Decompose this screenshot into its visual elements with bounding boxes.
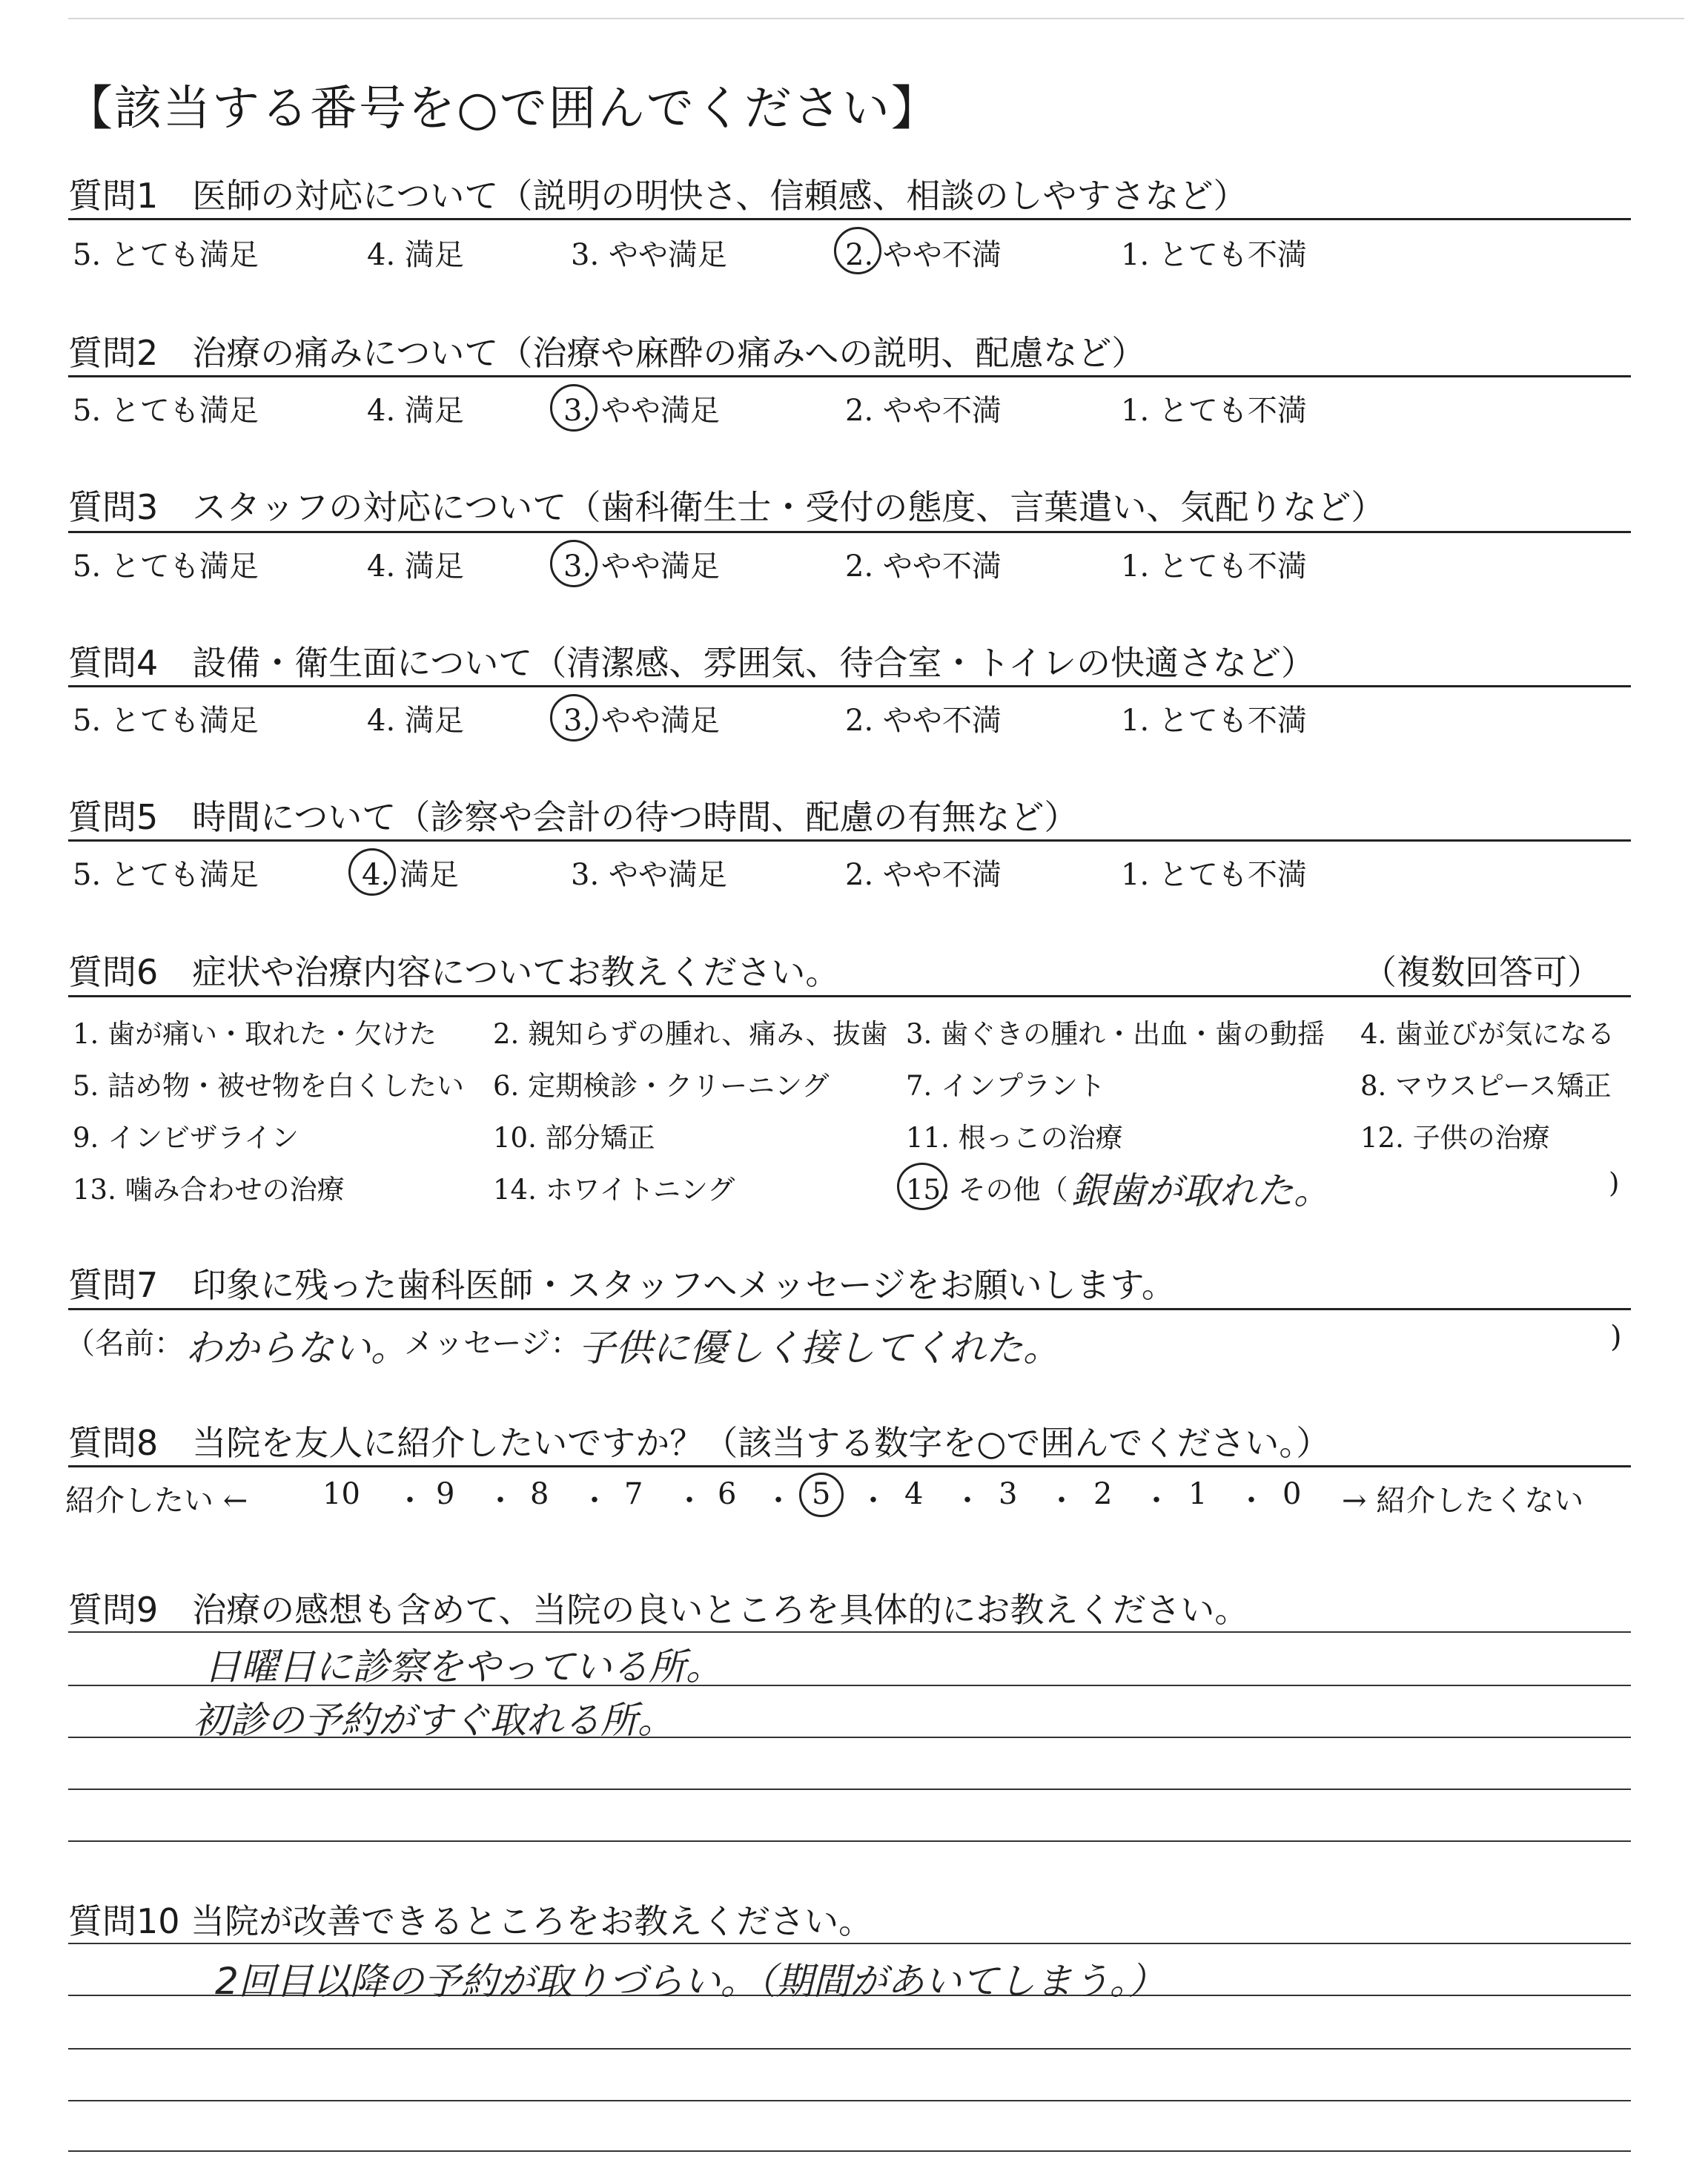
q10-answer-line-1[interactable]: 2回目以降の予約が取りづらい。（期間があいてしまう。） — [215, 1960, 1165, 2003]
q10-writing-line — [68, 2150, 1631, 2152]
q8-separator: ・ — [675, 1484, 704, 1518]
q3-option-2[interactable]: 2. やや不満 — [845, 549, 1002, 584]
question-2-label: 質問2 治療の痛みについて（治療や麻酔の痛みへの説明、配慮など） — [68, 333, 1146, 373]
q9-writing-line — [68, 1631, 1631, 1633]
q6-option-1[interactable]: 1. 歯が痛い・取れた・欠けた — [73, 1018, 437, 1050]
question-10-label: 質問10 当院が改善できるところをお教えください。 — [68, 1901, 873, 1941]
q8-scale-9[interactable]: 9 — [436, 1477, 455, 1511]
q6-other-close: ) — [1609, 1167, 1620, 1199]
q6-option-10[interactable]: 10. 部分矯正 — [493, 1122, 655, 1154]
q8-scale-4[interactable]: 4 — [904, 1477, 924, 1511]
q3-selection-circle — [550, 540, 598, 587]
q3-option-4[interactable]: 4. 満足 — [367, 549, 464, 584]
q4-option-5[interactable]: 5. とても満足 — [73, 704, 259, 738]
q2-option-5[interactable]: 5. とても満足 — [73, 394, 259, 428]
q10-writing-line — [68, 2100, 1631, 2101]
q8-separator: ・ — [1047, 1484, 1076, 1518]
q6-option-15[interactable]: 15. その他（ — [906, 1174, 1068, 1206]
question-5-rule — [68, 839, 1631, 842]
q5-option-5[interactable]: 5. とても満足 — [73, 858, 259, 892]
q3-option-5[interactable]: 5. とても満足 — [73, 549, 259, 584]
q6-option-3[interactable]: 3. 歯ぐきの腫れ・出血・歯の動揺 — [906, 1018, 1325, 1050]
q8-separator: ・ — [858, 1484, 888, 1518]
question-9-label: 質問9 治療の感想も含めて、当院の良いところを具体的にお教えください。 — [68, 1590, 1249, 1630]
q1-option-5[interactable]: 5. とても満足 — [73, 238, 259, 272]
q2-selection-circle — [550, 384, 598, 432]
q6-option-8[interactable]: 8. マウスピース矯正 — [1360, 1070, 1612, 1102]
q8-scale-1[interactable]: 1 — [1188, 1477, 1208, 1511]
q8-separator: ・ — [486, 1484, 515, 1518]
q9-writing-line — [68, 1789, 1631, 1790]
q5-option-3[interactable]: 3. やや満足 — [571, 858, 727, 892]
q4-option-3[interactable]: 3. やや満足 — [563, 704, 720, 738]
q8-separator: ・ — [580, 1484, 609, 1518]
q7-name-value[interactable]: わからない。 — [185, 1327, 408, 1370]
q8-scale-2[interactable]: 2 — [1093, 1477, 1113, 1511]
question-7-rule — [68, 1308, 1631, 1310]
q6-selection-circle — [897, 1163, 947, 1210]
q8-separator: ・ — [395, 1484, 425, 1518]
question-6-label: 質問6 症状や治療内容についてお教えください。 — [68, 952, 840, 992]
q1-option-1[interactable]: 1. とても不満 — [1121, 238, 1307, 272]
q1-option-2[interactable]: 2. やや不満 — [845, 238, 1002, 272]
q8-selection-circle — [799, 1473, 844, 1517]
q10-writing-line — [68, 2048, 1631, 2050]
q8-scale-3[interactable]: 3 — [999, 1477, 1018, 1511]
question-3-label: 質問3 スタッフの対応について（歯科衛生士・受付の態度、言葉遣い、気配りなど） — [68, 487, 1386, 527]
question-8-label: 質問8 当院を友人に紹介したいですか？（該当する数字を○で囲んでください。） — [68, 1423, 1331, 1463]
q7-message-value[interactable]: 子供に優しく接してくれた。 — [578, 1327, 1060, 1370]
q9-answer-line-1[interactable]: 日曜日に診察をやっている所。 — [204, 1645, 723, 1688]
q5-option-4[interactable]: 4. 満足 — [362, 858, 459, 892]
page-title: 【該当する番号を○で囲んでください】 — [65, 82, 940, 136]
question-6-rule — [68, 995, 1631, 997]
q6-option-2[interactable]: 2. 親知らずの腫れ、痛み、抜歯 — [493, 1018, 888, 1050]
q8-scale-left-label: 紹介したい ← — [65, 1484, 248, 1518]
question-1-rule — [68, 218, 1631, 220]
q7-message-label: メッセージ： — [404, 1327, 580, 1361]
question-5-label: 質問5 時間について（診察や会計の待つ時間、配慮の有無など） — [68, 797, 1079, 837]
q6-option-11[interactable]: 11. 根っこの治療 — [906, 1122, 1123, 1154]
q2-option-2[interactable]: 2. やや不満 — [845, 394, 1002, 428]
q8-separator: ・ — [764, 1484, 793, 1518]
question-8-rule — [68, 1465, 1631, 1467]
question-3-rule — [68, 531, 1631, 533]
q8-scale-6[interactable]: 6 — [718, 1477, 737, 1511]
question-7-label: 質問7 印象に残った歯科医師・スタッフへメッセージをお願いします。 — [68, 1265, 1176, 1305]
q7-name-label: （名前： — [65, 1327, 184, 1361]
question-2-rule — [68, 375, 1631, 377]
q8-separator: ・ — [953, 1484, 982, 1518]
q2-option-1[interactable]: 1. とても不満 — [1121, 394, 1307, 428]
q4-option-2[interactable]: 2. やや不満 — [845, 704, 1002, 738]
q9-answer-line-2[interactable]: 初診の予約がすぐ取れる所。 — [193, 1699, 675, 1742]
q2-option-4[interactable]: 4. 満足 — [367, 394, 464, 428]
q6-option-13[interactable]: 13. 噛み合わせの治療 — [73, 1174, 345, 1206]
q2-option-3[interactable]: 3. やや満足 — [563, 394, 720, 428]
q8-scale-0[interactable]: 0 — [1282, 1477, 1302, 1511]
question-1-label: 質問1 医師の対応について（説明の明快さ、信頼感、相談のしやすさなど） — [68, 176, 1248, 216]
top-border — [68, 18, 1684, 19]
question-6-note: （複数回答可） — [1363, 952, 1601, 992]
q8-scale-10[interactable]: 10 — [322, 1477, 360, 1511]
q4-option-4[interactable]: 4. 満足 — [367, 704, 464, 738]
q6-option-4[interactable]: 4. 歯並びが気になる — [1360, 1018, 1615, 1050]
q6-other-answer[interactable]: 銀歯が取れた。 — [1071, 1169, 1331, 1212]
q5-selection-circle — [348, 848, 396, 896]
q3-option-3[interactable]: 3. やや満足 — [563, 549, 720, 584]
q6-option-12[interactable]: 12. 子供の治療 — [1360, 1122, 1550, 1154]
q10-writing-line — [68, 1943, 1631, 1944]
q8-scale-7[interactable]: 7 — [624, 1477, 643, 1511]
question-4-label: 質問4 設備・衛生面について（清潔感、雰囲気、待合室・トイレの快適さなど） — [68, 643, 1316, 683]
q1-selection-circle — [834, 227, 881, 274]
q4-selection-circle — [550, 694, 598, 742]
q6-option-14[interactable]: 14. ホワイトニング — [493, 1174, 735, 1206]
q6-option-6[interactable]: 6. 定期検診・クリーニング — [493, 1070, 830, 1102]
question-4-rule — [68, 685, 1631, 687]
q1-option-4[interactable]: 4. 満足 — [367, 238, 464, 272]
q8-scale-8[interactable]: 8 — [530, 1477, 549, 1511]
q9-writing-line — [68, 1840, 1631, 1842]
q4-option-1[interactable]: 1. とても不満 — [1121, 704, 1307, 738]
q8-separator: ・ — [1142, 1484, 1171, 1518]
q3-option-1[interactable]: 1. とても不満 — [1121, 549, 1307, 584]
q6-option-5[interactable]: 5. 詰め物・被せ物を白くしたい — [73, 1070, 465, 1102]
q6-option-9[interactable]: 9. インビザライン — [73, 1122, 299, 1154]
q6-option-7[interactable]: 7. インプラント — [906, 1070, 1106, 1102]
q8-scale-right-label: → 紹介したくない — [1342, 1484, 1584, 1518]
q1-option-3[interactable]: 3. やや満足 — [571, 238, 727, 272]
q5-option-2[interactable]: 2. やや不満 — [845, 858, 1002, 892]
q7-close-paren: ) — [1610, 1320, 1622, 1354]
q8-separator: ・ — [1237, 1484, 1266, 1518]
q8-scale-5[interactable]: 5 — [812, 1477, 831, 1511]
q5-option-1[interactable]: 1. とても不満 — [1121, 858, 1307, 892]
